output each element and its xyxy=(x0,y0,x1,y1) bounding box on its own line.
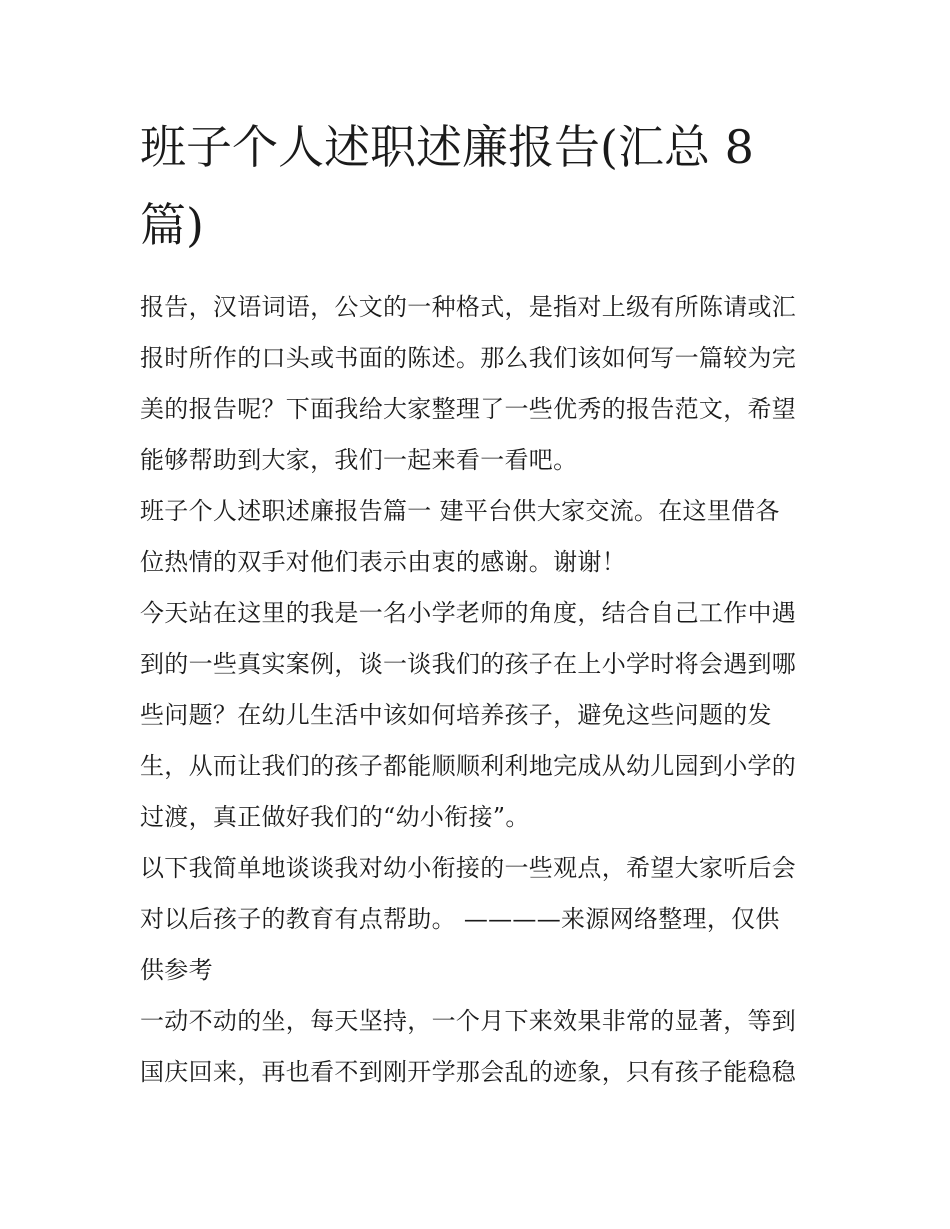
body-paragraph-3 xyxy=(140,996,812,1098)
text-line: 到的一些真实案例，谈一谈我们的孩子在上小学时将会遇到哪 xyxy=(140,650,797,678)
section-one-paragraph xyxy=(140,486,812,588)
text-line: 报时所作的口头或书面的陈述。那么我们该如何写一篇较为完 xyxy=(140,344,797,372)
text-line: 过渡，真正做好我们的“幼小衔接”。 xyxy=(140,803,530,831)
text-line: 以下我简单地谈谈我对幼小衔接的一些观点，希望大家听后会 xyxy=(140,854,797,882)
document-title xyxy=(140,108,812,264)
text-line: 今天站在这里的我是一名小学老师的角度，结合自己工作中遇 xyxy=(140,599,797,627)
text-line: 供参考 xyxy=(140,956,213,984)
text-line: 美的报告呢？下面我给大家整理了一些优秀的报告范文，希望 xyxy=(140,395,797,423)
text-line: 对以后孩子的教育有点帮助。 ————来源网络整理，仅供 xyxy=(140,905,780,933)
text-line: 国庆回来，再也看不到刚开学那会乱的迹象，只有孩子能稳稳 xyxy=(140,1058,797,1086)
text-line: 一动不动的坐，每天坚持，一个月下来效果非常的显著，等到 xyxy=(140,1007,797,1035)
text-line: 能够帮助到大家，我们一起来看一看吧。 xyxy=(140,446,578,474)
title-line-2: 篇) xyxy=(140,198,204,252)
title-line-1: 班子个人述职述廉报告(汇总 8 xyxy=(140,120,754,174)
document-page xyxy=(140,108,812,1098)
body-paragraph-1 xyxy=(140,588,812,843)
text-line: 报告，汉语词语，公文的一种格式，是指对上级有所陈请或汇 xyxy=(140,293,797,321)
body-paragraph-2 xyxy=(140,843,812,996)
intro-paragraph xyxy=(140,282,812,486)
text-line: 位热情的双手对他们表示由衷的感谢。谢谢！ xyxy=(140,548,626,576)
text-line: 些问题？在幼儿生活中该如何培养孩子，避免这些问题的发 xyxy=(140,701,772,729)
text-line: 班子个人述职述廉报告篇一 建平台供大家交流。在这里借各 xyxy=(140,497,780,525)
text-line: 生，从而让我们的孩子都能顺顺利利地完成从幼儿园到小学的 xyxy=(140,752,797,780)
